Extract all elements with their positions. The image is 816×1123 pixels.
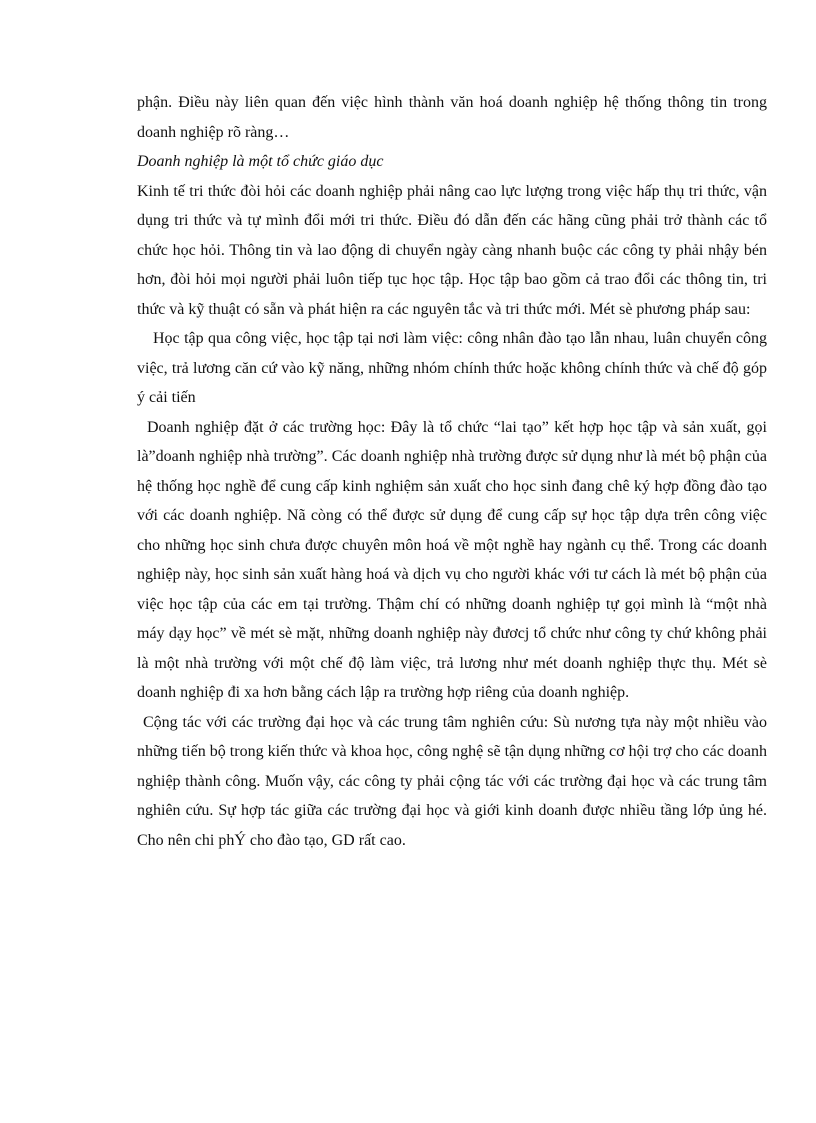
section-heading: Doanh nghiệp là một tổ chức giáo dục xyxy=(137,153,384,170)
paragraph-university-cooperation: Cộng tác với các trường đại học và các trung tâm nghiên cứu: Sù nương tựa này một nhiều vào những tiến bộ trong kiến thức và khoa học, công nghệ sẽ tận dụng những cơ hội trợ cho các doanh nghiệp thành công. Muốn vậy, các công ty phải cộng tác với các trường đại học và các trung tâm nghiên cứu. Sự hợp tác giữa các trường đại học và giới kinh doanh được nhiều tầng lớp ủng hé. Cho nên chi phÝ cho đào tạo, GD rất cao. xyxy=(137,713,767,849)
paragraph-knowledge-economy: Kinh tế tri thức đòi hỏi các doanh nghiệp phải nâng cao lực lượng trong việc hấp thụ tri thức, vận dụng tri thức và tự mình đổi mới tri thức. Điều đó dẫn đến các hãng cũng phải trở thành các tổ chức học hỏi. Thông tin và lao động di chuyển ngày càng nhanh buộc các công ty phải nhậy bén hơn, đòi hỏi mọi người phải luôn tiếp tục học tập. Học tập bao gồm cả trao đổi các thông tin, tri thức và kỹ thuật có sẵn và phát hiện ra các nguyên tắc và tri thức mới. Mét sè phương pháp sau: xyxy=(137,182,767,318)
paragraph-continuation: phận. Điều này liên quan đến việc hình thành văn hoá doanh nghiệp hệ thống thông tin trong doanh nghiệp rõ ràng… xyxy=(137,94,767,141)
document-body xyxy=(137,88,767,855)
paragraph-school-enterprise: Doanh nghiệp đặt ở các trường học: Đây là tổ chức “lai tạo” kết hợp học tập và sản xuất, gọi là”doanh nghiệp nhà trường”. Các doanh nghiệp nhà trường được sử dụng như là mét bộ phận của hệ thống học nghề để cung cấp kinh nghiệm sản xuất cho học sinh đang chê ký hợp đồng đào tạo với các doanh nghiệp. Nã còng có thể được sử dụng để cung cấp sự học tập dựa trên công việc cho những học sinh chưa được chuyên môn hoá về một nghề hay ngành cụ thể. Trong các doanh nghiệp này, học sinh sản xuất hàng hoá và dịch vụ cho người khác với tư cách là mét bộ phận của việc học tập của các em tại trường. Thậm chí có những doanh nghiệp tự gọi mình là “một nhà máy dạy học” về mét sè mặt, những doanh nghiệp này đươcj tổ chức như công ty chứ không phải là một nhà trường với một chế độ làm việc, trả lương như mét doanh nghiệp thực thụ. Mét sè doanh nghiệp đi xa hơn bằng cách lập ra trường hợp riêng của doanh nghiệp. xyxy=(137,418,767,701)
paragraph-learning-at-work: Học tập qua công việc, học tập tại nơi làm việc: công nhân đào tạo lẫn nhau, luân chuyển công việc, trả lương căn cứ vào kỹ năng, những nhóm chính thức hoặc không chính thức và chế độ góp ý cải tiến xyxy=(137,330,767,406)
